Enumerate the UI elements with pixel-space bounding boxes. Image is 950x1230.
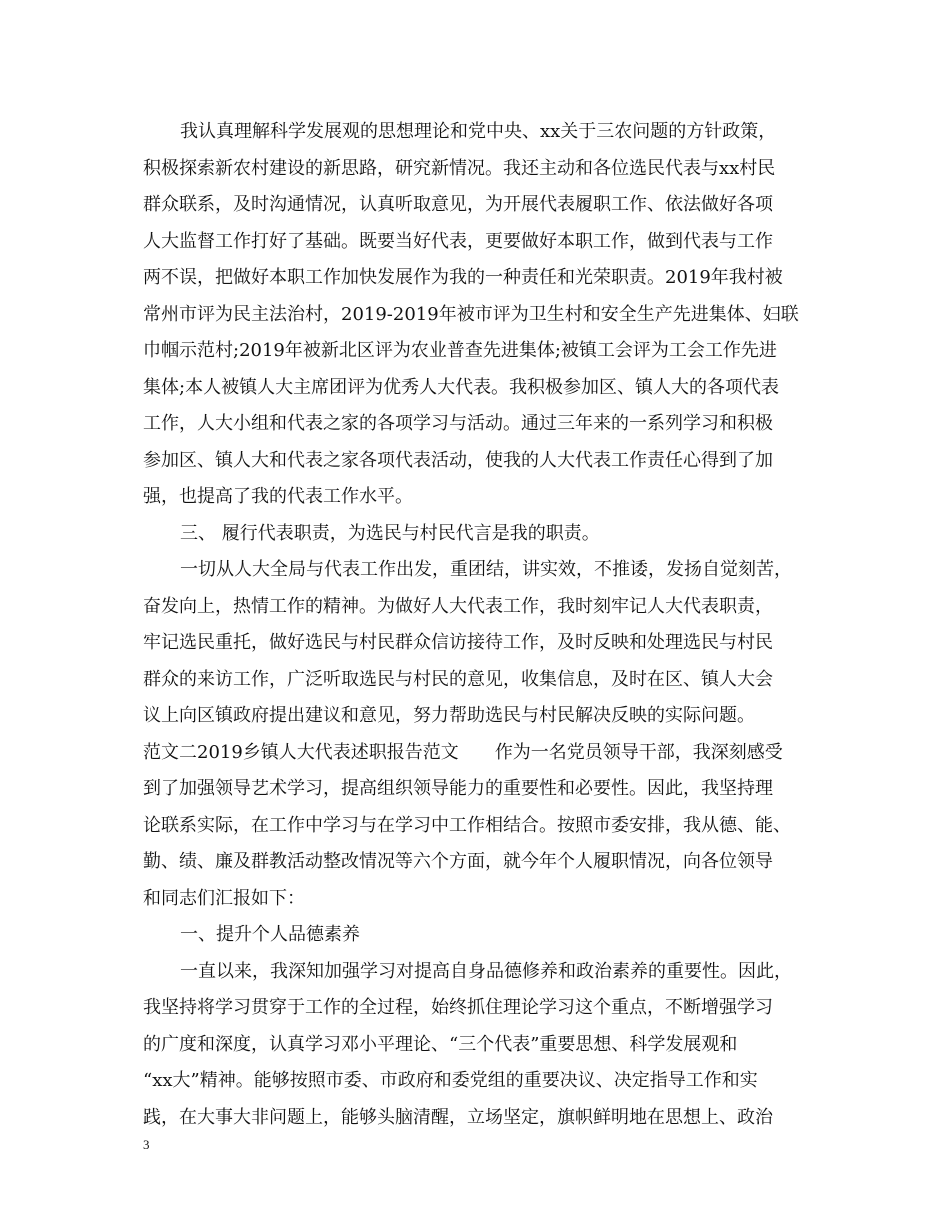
body-line: 强，也提高了我的代表工作水平。 [143,486,413,507]
body-line: 人大监督工作打好了基础。既要当好代表，更要做好本职工作，做到代表与工作 [143,230,773,252]
body-line: 牢记选民重托，做好选民与村民群众信访接待工作，及时反映和处理选民与村民 [143,632,773,653]
body-line: “xx大”精神。能够按照市委、市政府和委党组的重要决议、决定指导工作和实 [143,1070,758,1091]
body-line: 一直以来，我深知加强学习对提高自身品德修养和政治素养的重要性。因此， [180,960,792,982]
section-heading: 一、提升个人品德素养 [180,924,360,945]
body-line: 参加区、镇人大和代表之家各项代表活动，使我的人大代表工作责任心得到了加 [143,449,773,471]
body-line: 到了加强领导艺术学习，提高组织领导能力的重要性和必要性。因此，我坚持理 [143,778,773,799]
document-body [143,114,813,1136]
body-line: 一切从人大全局与代表工作出发，重团结，讲实效，不推诿，发扬自觉刻苦， [180,559,792,580]
body-line: 论联系实际，在工作中学习与在学习中工作相结合。按照市委安排，我从德、能、 [143,814,791,836]
body-text: 作为一名党员领导干部，我深刻感受 [494,741,783,763]
body-line: 集体;本人被镇人大主席团评为优秀人大代表。我积极参加区、镇人大的各项代表 [143,376,780,398]
body-line: 的广度和深度，认真学习邓小平理论、“三个代表”重要思想、科学发展观和 [143,1033,738,1055]
body-line: 勤、绩、廉及群教活动整改情况等六个方面，就今年个人履职情况，向各位领导 [143,851,773,872]
section-heading: 三、 履行代表职责，为选民与村民代言是我的职责。 [180,522,600,544]
body-line [143,735,813,772]
body-line: 奋发向上，热情工作的精神。为做好人大代表工作，我时刻牢记人大代表职责， [143,595,773,617]
body-line: 积极探索新农村建设的新思路，研究新情况。我还主动和各位选民代表与xx村民 [143,157,776,179]
body-line: 工作，人大小组和代表之家的各项学习与活动。通过三年来的一系列学习和积极 [143,413,773,434]
body-line: 践，在大事大非问题上，能够头脑清醒，立场坚定，旗帜鲜明地在思想上、政治 [143,1106,773,1128]
body-line: 我认真理解科学发展观的思想理论和党中央、xx关于三农问题的方针政策， [180,121,777,142]
body-line: 巾帼示范村;2019年被新北区评为农业普查先进集体;被镇工会评为工会工作先进 [143,340,777,361]
article-title: 范文二2019乡镇人大代表述职报告范文 [143,741,459,763]
body-line: 和同志们汇报如下： [143,887,305,909]
body-line: 群众的来访工作，广泛听取选民与村民的意见，收集信息，及时在区、镇人大会 [143,668,773,690]
page-number: 3 [143,1137,150,1152]
body-line: 常州市评为民主法治村，2019-2019年被市评为卫生村和安全生产先进集体、妇联 [143,303,799,325]
body-line: 我坚持将学习贯穿于工作的全过程，始终抓住理论学习这个重点，不断增强学习 [143,997,773,1018]
body-line: 议上向区镇政府提出建议和意见，努力帮助选民与村民解决反映的实际问题。 [143,705,755,726]
body-line: 两不误，把做好本职工作加快发展作为我的一种责任和光荣职责。2019年我村被 [143,267,783,288]
body-line: 群众联系，及时沟通情况，认真听取意见，为开展代表履职工作、依法做好各项 [143,194,773,215]
